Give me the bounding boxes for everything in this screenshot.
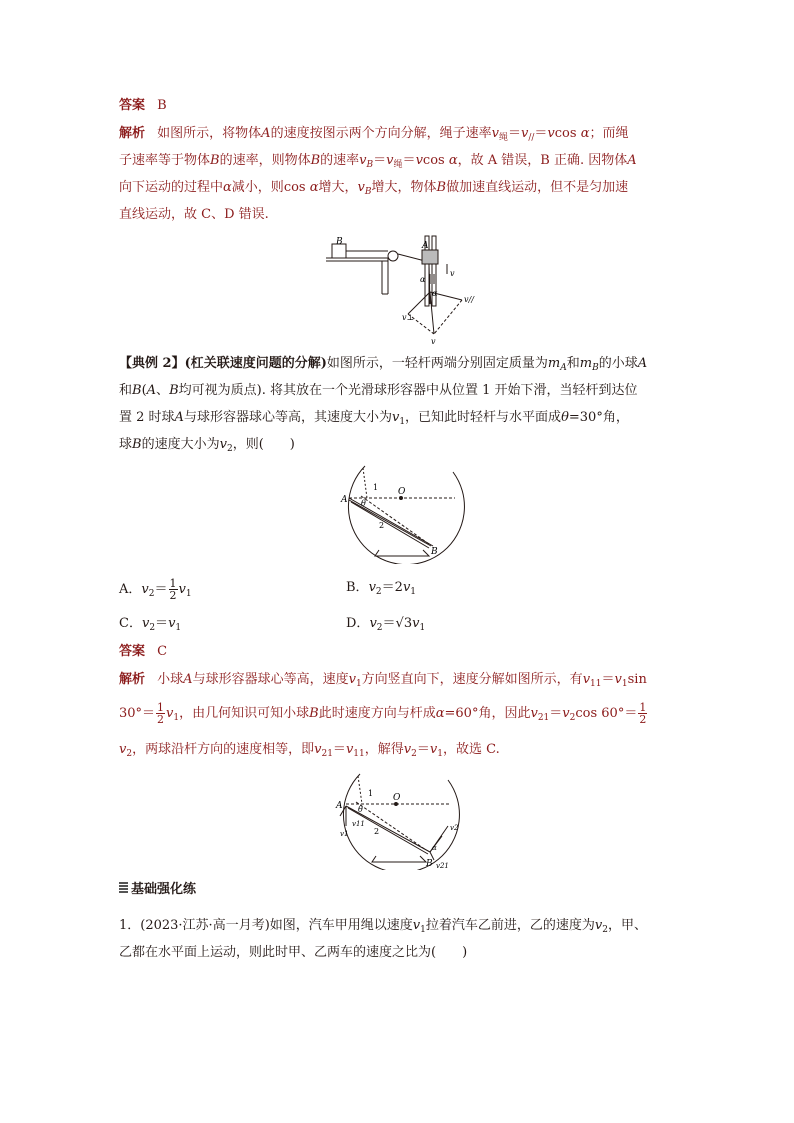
text: ；而绳 [589, 126, 629, 141]
label-position-2: 2 [379, 521, 385, 530]
label-alpha: α [432, 289, 438, 298]
text: ，解得 [364, 742, 404, 757]
label-b: B [426, 859, 433, 869]
label-v-parallel: v// [464, 295, 474, 304]
text: 的速度按图示两个方向分解，绳子速率 [270, 126, 492, 141]
text: 此时速度方向与杆成 [318, 706, 436, 721]
text: 与球形容器球心等高，其速度大小为 [183, 410, 392, 425]
velocity-decomposition-figure [330, 768, 470, 870]
problem1-line-1: 1．(2023·江苏·高一月考)如图，汽车甲用绳以速度$v_1$拉着汽车乙前进，乙的速度为$v_2$，甲、 [119, 918, 647, 935]
text: 置 2 时球 [119, 410, 175, 425]
answer-line-1 [119, 96, 167, 116]
text: ，已知此时轻杆与水平面成 [405, 410, 562, 425]
label-o: O [393, 793, 401, 803]
text: 拉着汽车乙前进，乙的速度为 [425, 918, 595, 933]
answer-value: B [157, 98, 167, 113]
section-marker-icon [119, 882, 128, 894]
analysis2-line-1: 解析 小球A与球形容器球心等高，速度$v_1$方向竖直向下，速度分解如图所示，有$v_{11}=v_1\sin$ [119, 672, 647, 689]
example-line-1: 【典例 2】(杠关联速度问题的分解)如图所示，一轻杆两端分别固定质量为$m_A$和$m_B$的小球A [119, 356, 648, 373]
text: 如图所示，将物体 [157, 126, 262, 141]
analysis2-line-2: 30°＝ $\frac{1}{2}$ $v_1$，由几何知识可知小球B此时速度方向与杆成α=60°角，因此$v_{21}=v_2\cos$ 60°＝ $\frac{1}{2}$ [119, 701, 647, 726]
text: 方向竖直向下，速度分解如图所示，有 [361, 672, 583, 687]
analysis-label: 解析 [119, 126, 146, 141]
text: ，故 A 错误，B 正确. 因物体 [457, 153, 628, 168]
text: 乙都在水平面上运动，则此时甲、乙两车的速度之比为( ) [119, 945, 468, 960]
answer-line-2 [119, 642, 167, 662]
label-o: O [398, 487, 406, 497]
option-c-label: C． [119, 616, 142, 631]
pulley [388, 251, 398, 261]
text: 和 [119, 383, 133, 398]
text: 和 [566, 356, 580, 371]
text: ，两球沿杆方向的速度相等，即 [132, 742, 315, 757]
text: 向下运动的过程中 [119, 180, 224, 195]
text: ，由几何知识可知小球 [179, 706, 310, 721]
label-alpha: α [420, 275, 426, 284]
label-v2: v2 [450, 824, 459, 832]
analysis1-line-2: 子速率等于物体B的速率，则物体B的速率$v_B=v_绳=vcos$ α，故 A 错误，B 正确. 因物体A [119, 153, 637, 170]
label-v-perp: v⊥ [402, 313, 415, 322]
example-line-2: 和B(A、B均可视为质点). 将其放在一个光滑球形容器中从位置 1 开始下滑，当轻杆到达位 [119, 383, 638, 398]
text: 如图所示，一轻杆两端分别固定质量为 [326, 356, 548, 371]
text: ，故选 C. [442, 742, 500, 757]
text: 的小球 [598, 356, 638, 371]
section-title: 基础强化练 [131, 882, 197, 897]
text: 减小，则 [231, 180, 284, 195]
problem1-line-2 [119, 943, 467, 963]
text: 球 [119, 437, 133, 452]
answer-label: 答案 [119, 98, 146, 113]
label-position-1: 1 [373, 483, 379, 492]
text: 均可视为质点). 将其放在一个光滑球形容器中从位置 1 开始下滑，当轻杆到达位 [178, 383, 638, 398]
example-topic: (杠关联速度问题的分解) [184, 356, 327, 371]
text: 1．(2023·江苏·高一月考)如图，汽车甲用绳以速度 [119, 918, 413, 933]
label-v21: v21 [436, 862, 449, 870]
label-b: B [431, 547, 438, 557]
label-v1: v1 [340, 830, 349, 838]
sphere-figure [335, 458, 465, 564]
option-b: B．$v_2=2v_1$ [346, 580, 417, 597]
answer-label: 答案 [119, 644, 146, 659]
label-v: v [450, 269, 455, 278]
analysis-label: 解析 [119, 672, 146, 687]
text: ，甲、 [607, 918, 647, 933]
label-theta: θ [361, 499, 366, 508]
text: 增大， [318, 180, 358, 195]
block-a [422, 250, 438, 264]
option-d: D．$v_2=√3v_1$ [346, 616, 426, 633]
section-header [119, 880, 196, 900]
label-theta: θ [358, 805, 363, 814]
text: 的速率，则物体 [219, 153, 311, 168]
label-a: A [422, 241, 429, 251]
option-d-label: D． [346, 616, 370, 631]
text: 小球 [157, 672, 184, 687]
text: =30°角， [568, 410, 629, 425]
example-tag: 【典例 2】 [119, 356, 185, 371]
option-a-label: A． [119, 582, 142, 597]
text: 的速度大小为 [141, 437, 220, 452]
text: =60°角，因此 [444, 706, 531, 721]
option-b-label: B． [346, 580, 369, 595]
analysis1-line-3: 向下运动的过程中α减小，则cos α增大，$v_B$增大，物体B做加速直线运动，但不是匀加速 [119, 180, 629, 197]
analysis2-line-3: $v_2$，两球沿杆方向的速度相等，即$v_{21}=v_{11}$，解得$v_2=v_1$，故选 C. [119, 742, 500, 759]
label-a: A [341, 495, 348, 505]
answer-value: C [157, 644, 168, 659]
text: 增大，物体 [371, 180, 437, 195]
analysis1-line-4 [119, 205, 269, 225]
text: 与球形容器球心等高，速度 [192, 672, 349, 687]
pulley-figure [322, 234, 482, 346]
text: 的速率 [320, 153, 360, 168]
sphere-outline [348, 466, 464, 564]
label-position-2: 2 [374, 827, 380, 836]
option-a: A．$v_2=$ $\frac{1}{2}$ $v_1$ [119, 577, 192, 602]
label-b: B [336, 237, 343, 247]
label-v11: v11 [352, 820, 365, 828]
text: 直线运动，故 C、D 错误. [119, 207, 269, 222]
example-line-4: 球B的速度大小为$v_2$，则( ) [119, 437, 295, 454]
label-v: v [431, 337, 436, 346]
text: 子速率等于物体 [119, 153, 211, 168]
text: 做加速直线运动，但不是匀加速 [446, 180, 629, 195]
label-position-1: 1 [368, 789, 374, 798]
analysis1-line-1: 解析 如图所示，将物体A的速度按图示两个方向分解，绳子速率$v_绳=v_{//}=vcos$ α；而绳 [119, 126, 629, 143]
label-alpha: α [432, 844, 437, 852]
text: ，则( ) [232, 437, 295, 452]
option-c: C．$v_2=v_1$ [119, 616, 182, 633]
example-line-3: 置 2 时球A与球形容器球心等高，其速度大小为$v_1$，已知此时轻杆与水平面成θ=30°角， [119, 410, 629, 427]
label-a: A [336, 801, 343, 811]
